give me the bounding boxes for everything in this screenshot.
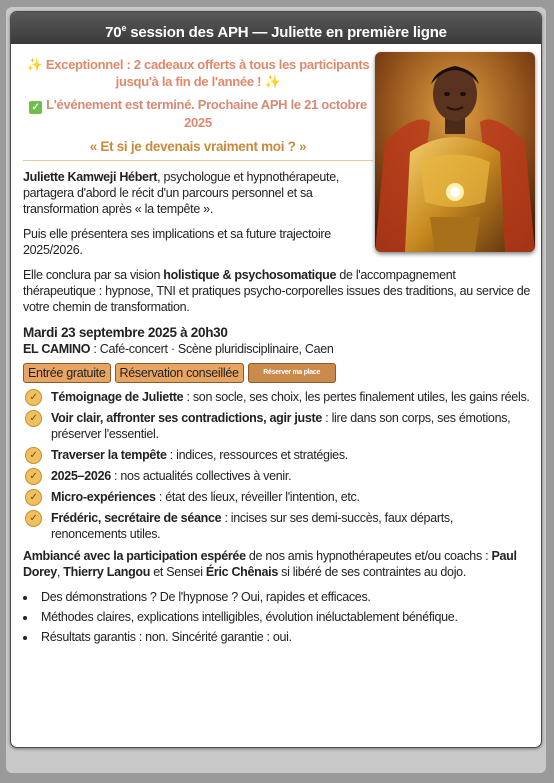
bullet-item: • Résultats garantis : non. Sincérité garantie : oui. bbox=[37, 629, 531, 645]
vision-paragraph: Elle conclura par sa vision holistique & psychosomatique de l'accompagnement thérapeutique : hypnose, TNI et pratiques psycho-corporelles issues des traditions, au service de votre chemin de transformation. bbox=[23, 268, 531, 314]
intro-paragraph: Juliette Kamweji Hébert, psychologue et hypnothérapeute, partagera d'abord le récit d'un parcours personnel et sa transformation après « la tempête ». bbox=[23, 170, 340, 216]
program-item: ✓ Micro-expériences : état des lieux, réveiller l'intention, etc. bbox=[23, 489, 531, 505]
tag-row bbox=[23, 363, 531, 383]
program-item: ✓ Voir clair, affronter ses contradictions, agir juste : lire dans son corps, ses émotions, préserver l'essentiel. bbox=[23, 410, 531, 442]
ambiance-paragraph: Ambiancé avec la participation espérée de nos amis hypnothérapeutes et/ou coachs : Paul Dorey, Thierry Langou et Sensei Éric Chênais si libéré de ses contraintes au dojo. bbox=[23, 549, 517, 579]
check-circle-icon: ✓ bbox=[25, 447, 42, 464]
speaker-portrait bbox=[375, 52, 535, 252]
check-circle-icon: ✓ bbox=[25, 510, 42, 527]
bullet-item: • Méthodes claires, explications intelligibles, évolution inéluctablement bénéfique. bbox=[37, 609, 531, 625]
promo-banner: ✨ Exceptionnel : 2 cadeaux offerts à tous les participants jusqu'à la fin de l'année ! ✨ bbox=[26, 57, 370, 89]
sparkle-icon: ✨ bbox=[26, 57, 43, 72]
program-item: ✓ Frédéric, secrétaire de séance : incises sur ses demi-succès, faux départs, renoncements utiles. bbox=[23, 510, 531, 542]
program-list bbox=[23, 389, 531, 542]
check-circle-icon: ✓ bbox=[25, 410, 42, 427]
check-circle-icon: ✓ bbox=[25, 389, 42, 406]
event-datetime: Mardi 23 septembre 2025 à 20h30 bbox=[23, 325, 228, 340]
tagline: « Et si je devenais vraiment moi ? » bbox=[23, 139, 373, 161]
bullet-item: • Des démonstrations ? De l'hypnose ? Oui, rapides et efficaces. bbox=[37, 589, 531, 605]
event-card bbox=[10, 11, 542, 748]
reserve-button[interactable]: Réserver ma place bbox=[248, 363, 336, 383]
checkmark-icon: ✓ bbox=[29, 101, 42, 114]
sparkle-icon: ✨ bbox=[264, 74, 281, 89]
event-venue: EL CAMINO : Café-concert · Scène pluridisciplinaire, Caen bbox=[23, 342, 334, 356]
intro-column bbox=[23, 56, 373, 258]
trajectory-paragraph: Puis elle présentera ses implications et sa future trajectoire 2025/2026. bbox=[23, 227, 331, 257]
event-status: ✓ L'événement est terminé. Prochaine APH le 21 octobre 2025 bbox=[23, 96, 373, 131]
check-circle-icon: ✓ bbox=[25, 489, 42, 506]
card-title: 70e session des APH — Juliette en première ligne bbox=[11, 12, 541, 44]
program-item: ✓ Traverser la tempête : indices, ressources et stratégies. bbox=[23, 447, 531, 463]
portrait-image bbox=[375, 52, 535, 252]
check-circle-icon: ✓ bbox=[25, 468, 42, 485]
card-content bbox=[11, 44, 541, 645]
program-item: ✓ Témoignage de Juliette : son socle, ses choix, les pertes finalement utiles, les gains réels. bbox=[23, 389, 531, 405]
program-item: ✓ 2025–2026 : nos actualités collectives à venir. bbox=[23, 468, 531, 484]
free-entry-badge: Entrée gratuite bbox=[23, 363, 111, 383]
booking-advised-badge: Réservation conseillée bbox=[115, 363, 244, 383]
page-frame bbox=[6, 7, 546, 773]
bullet-list bbox=[23, 589, 531, 645]
